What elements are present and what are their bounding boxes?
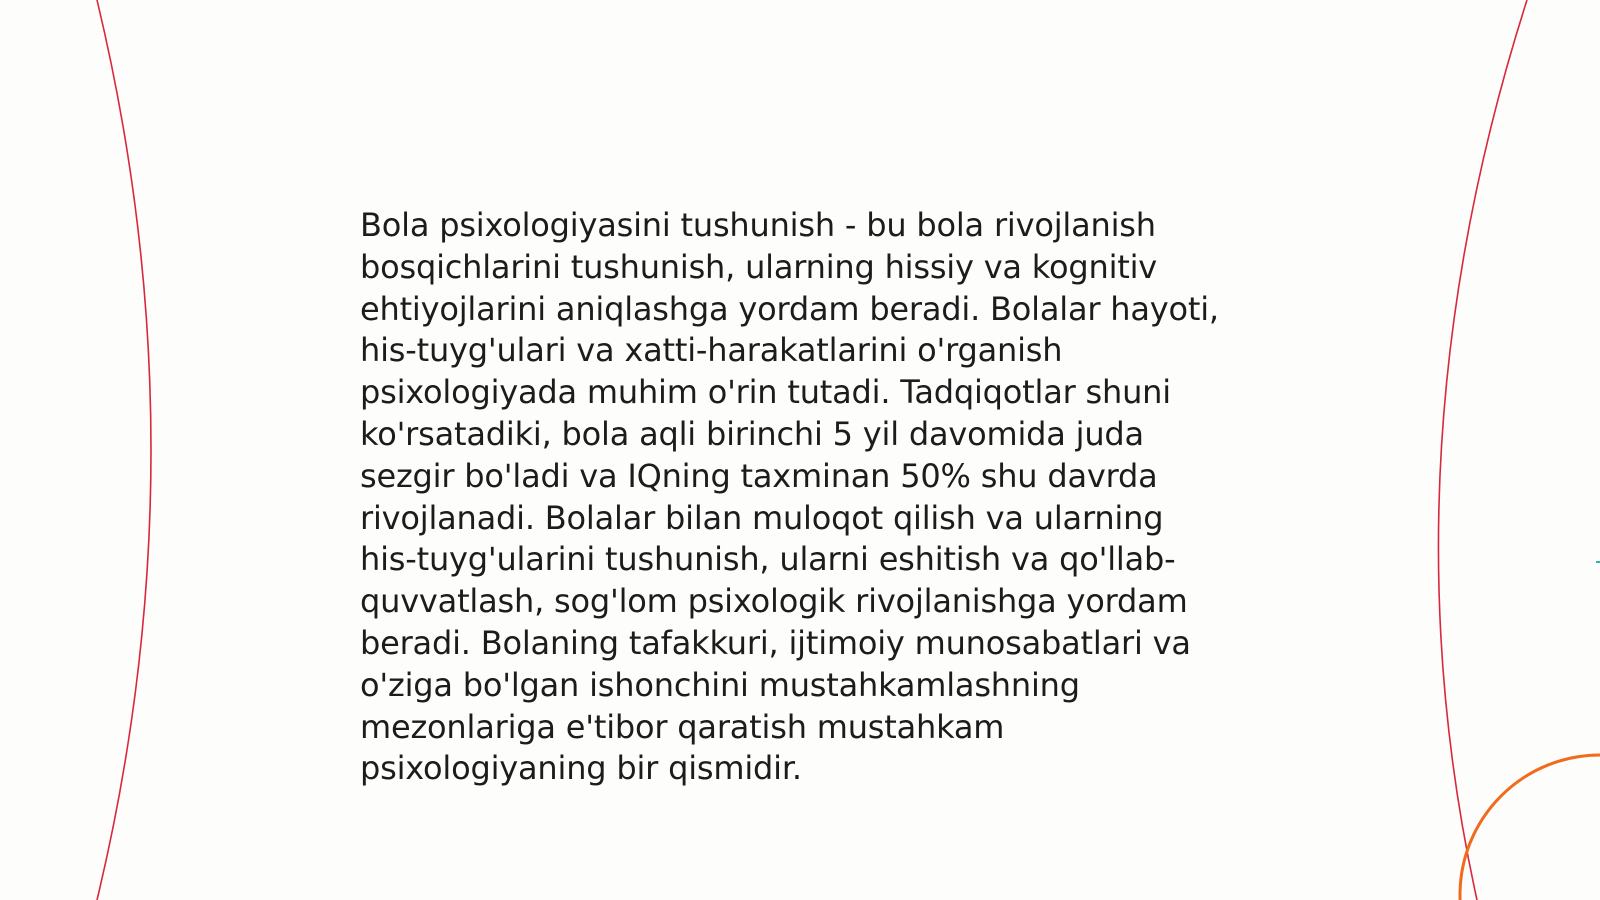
paragraph-line: psixologiyaning bir qismidir. bbox=[360, 749, 802, 788]
paragraph-line: ko'rsatadiki, bola aqli birinchi 5 yil davomida juda bbox=[360, 414, 1144, 453]
paragraph-line: rivojlanadi. Bolalar bilan muloqot qilish va ularning bbox=[360, 498, 1164, 537]
paragraph-line: psixologiyada muhim o'rin tutadi. Tadqiqotlar shuni bbox=[360, 373, 1171, 412]
orange-ring bbox=[1460, 755, 1600, 900]
left-red-curve bbox=[97, 0, 151, 900]
paragraph-line: his-tuyg'ularini tushunish, ularni eshitish va qo'llab- bbox=[360, 540, 1176, 579]
paragraph-line: bosqichlarini tushunish, ularning hissiy va kognitiv bbox=[360, 247, 1158, 286]
paragraph-line: beradi. Bolaning tafakkuri, ijtimoiy munosabatlari va bbox=[360, 623, 1191, 662]
paragraph-line: sezgir bo'ladi va IQning taxminan 50% shu davrda bbox=[360, 456, 1158, 495]
paragraph-line: his-tuyg'ulari va xatti-harakatlarini o'rganish bbox=[360, 331, 1063, 370]
paragraph-line: ehtiyojlarini aniqlashga yordam beradi. Bolalar hayoti, bbox=[360, 289, 1219, 328]
paragraph-line: o'ziga bo'lgan ishonchini mustahkamlashning bbox=[360, 665, 1080, 704]
paragraph-line: mezonlariga e'tibor qaratish mustahkam bbox=[360, 707, 1005, 746]
paragraph-line: quvvatlash, sog'lom psixologik rivojlanishga yordam bbox=[360, 582, 1188, 621]
right-red-curve bbox=[1438, 0, 1527, 900]
paragraph-line: Bola psixologiyasini tushunish - bu bola rivojlanish bbox=[360, 206, 1156, 244]
body-paragraph bbox=[360, 205, 1260, 790]
